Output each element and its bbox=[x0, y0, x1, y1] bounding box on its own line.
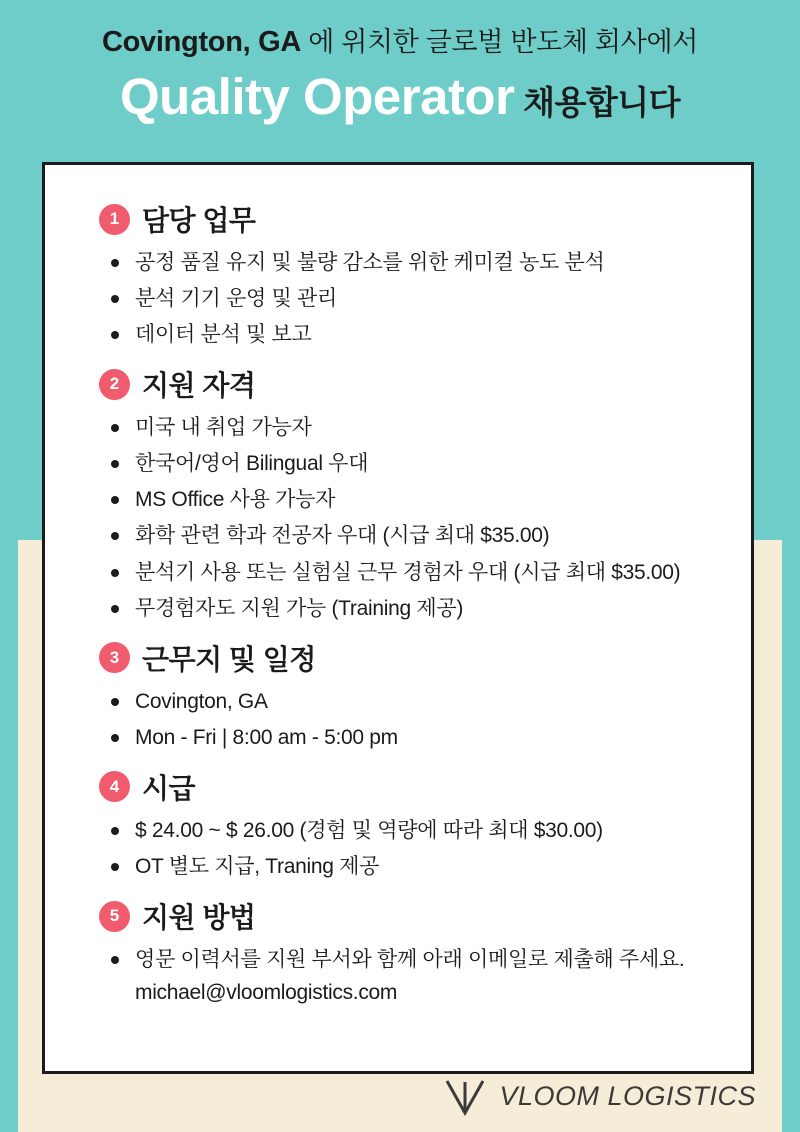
section-title: 담당 업무 bbox=[142, 205, 256, 236]
section-title: 근무지 및 일정 bbox=[142, 643, 316, 675]
section-how-to-apply-list bbox=[105, 944, 725, 1008]
company-name: VLOOM LOGISTICS bbox=[499, 1080, 756, 1111]
section-qualifications-header bbox=[99, 364, 725, 404]
headline-line-1-rest: 에 위치한 글로벌 반도체 회사에서 bbox=[301, 27, 699, 57]
footer-logo bbox=[0, 1076, 800, 1116]
apply-email[interactable]: michael@vloomlogistics.com bbox=[135, 981, 398, 1005]
poster-header bbox=[0, 24, 800, 127]
section-location-schedule-list bbox=[105, 686, 725, 753]
section-duties-header bbox=[99, 199, 725, 239]
section-number-badge: 4 bbox=[99, 771, 130, 802]
section-title: 지원 자격 bbox=[142, 370, 256, 402]
list-item: 미국 내 취업 가능자 bbox=[105, 412, 725, 443]
section-pay-header bbox=[99, 767, 725, 807]
section-qualifications-list bbox=[105, 412, 725, 623]
job-title: Quality Operator bbox=[120, 68, 515, 126]
section-number-badge: 5 bbox=[99, 901, 130, 932]
details-card bbox=[42, 162, 754, 1074]
list-item: 한국어/영어 Bilingual 우대 bbox=[105, 448, 725, 479]
list-item: 화학 관련 학과 전공자 우대 (시급 최대 $35.00) bbox=[105, 520, 725, 551]
list-item: 분석 기기 운영 및 관리 bbox=[105, 283, 725, 314]
headline-line-2 bbox=[0, 66, 800, 127]
list-item: Covington, GA bbox=[105, 686, 725, 717]
list-item: MS Office 사용 가능자 bbox=[105, 484, 725, 515]
section-title: 지원 방법 bbox=[142, 902, 256, 934]
list-item: $ 24.00 ~ $ 26.00 (경험 및 역량에 따라 최대 $30.00) bbox=[105, 815, 725, 846]
headline-suffix: 채용합니다 bbox=[514, 84, 680, 122]
list-item: Mon - Fri | 8:00 am - 5:00 pm bbox=[105, 722, 725, 753]
section-number-badge: 2 bbox=[99, 369, 130, 400]
list-item: OT 별도 지급, Traning 제공 bbox=[105, 851, 725, 882]
v-monogram-icon bbox=[443, 1076, 487, 1116]
right-accent-strip bbox=[782, 0, 800, 1132]
section-number-badge: 1 bbox=[99, 204, 130, 235]
list-item: 공정 품질 유지 및 불량 감소를 위한 케미컬 농도 분석 bbox=[105, 247, 725, 278]
section-how-to-apply bbox=[71, 896, 725, 1008]
list-item: 데이터 분석 및 보고 bbox=[105, 319, 725, 350]
headline-line-1 bbox=[0, 24, 800, 60]
section-pay bbox=[71, 767, 725, 882]
section-title: 시급 bbox=[142, 772, 196, 804]
section-location-schedule bbox=[71, 638, 725, 753]
left-accent-strip bbox=[0, 0, 18, 1132]
list-item bbox=[105, 944, 725, 1008]
list-item: 분석기 사용 또는 실험실 근무 경험자 우대 (시급 최대 $35.00) bbox=[105, 557, 725, 588]
section-location-schedule-header bbox=[99, 638, 725, 678]
apply-instruction: 영문 이력서를 지원 부서와 함께 아래 이메일로 제출해 주세요. bbox=[135, 948, 685, 972]
headline-location: Covington, GA bbox=[101, 26, 302, 58]
section-number-badge: 3 bbox=[99, 642, 130, 673]
section-duties-list bbox=[105, 247, 725, 350]
section-qualifications bbox=[71, 364, 725, 623]
section-duties bbox=[71, 199, 725, 350]
list-item: 무경험자도 지원 가능 (Training 제공) bbox=[105, 593, 725, 624]
section-pay-list bbox=[105, 815, 725, 882]
section-how-to-apply-header bbox=[99, 896, 725, 936]
